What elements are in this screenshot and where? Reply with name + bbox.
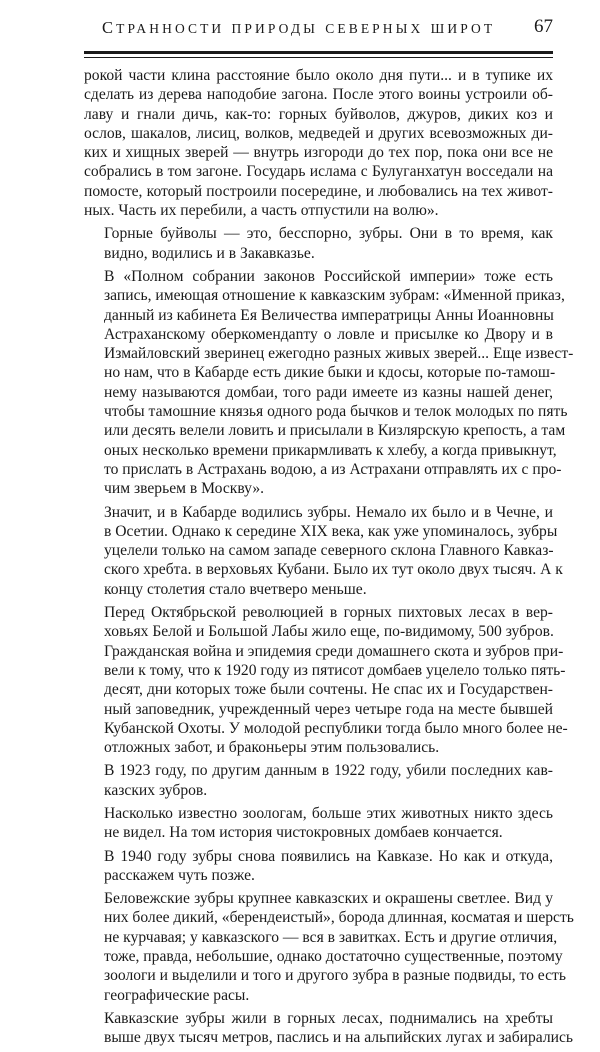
paragraph [84, 1009, 573, 1048]
text-line: уцелели только на самом западе северного склона Главного Кавказ- [104, 542, 554, 560]
text-line: сделать из дерева наподобие загона. После этого воины устроили об- [84, 86, 553, 104]
text-line: десят, дни которых тоже были сочтены. Не спас их и Государствен- [104, 681, 553, 699]
paragraph [84, 761, 553, 800]
text-line: не курчавая; у кавказского — вся в завитках. Есть и другие отличия, [104, 928, 558, 946]
running-title: СТРАННОСТИ ПРИРОДЫ СЕВЕРНЫХ ШИРОТ [102, 18, 496, 37]
text-line: чим зверьем в Москву». [104, 480, 265, 498]
text-line: Горные буйволы — это, бесспорно, зубры. Они в то время, как [104, 225, 553, 243]
text-line: отложных забот, и браконьеры этим пользовались. [104, 739, 440, 757]
text-line: собрались в том загоне. Государь ислама с Булуганхатун восседали на [84, 163, 553, 181]
running-head [84, 16, 553, 44]
paragraph [84, 224, 553, 263]
text-line: В «Полном собрании законов Российской империи» тоже есть [104, 267, 553, 285]
text-line: или десять велели ловить и присылали в Кизлярскую крепость, а там [104, 422, 566, 440]
text-line: не видел. На том история чистокровных домбаев кончается. [104, 824, 503, 842]
text-line: Измайловский зверинец ежегодно разных живых зверей... Еще извест- [104, 345, 574, 363]
text-line: Гражданская война и эпидемия среди домашнего скота и зубров при- [104, 642, 564, 660]
text-line: Насколько известно зоологам, больше этих животных никто здесь [104, 804, 553, 822]
header-rule-thin [84, 57, 553, 58]
text-line: концу столетия стало вчетверо меньше. [104, 580, 367, 598]
text-line: ный заповедник, учрежденный через четыре года на месте бывшей [104, 700, 553, 718]
paragraph [84, 804, 553, 843]
text-line: ких и хищных зверей — внутрь изгороди до тех пор, пока они все не [84, 144, 553, 162]
text-line: то прислать в Астрахань водою, а из Астрахани отправлять их с про- [104, 460, 562, 478]
paragraph [84, 603, 568, 757]
text-line: ных. Часть их перебили, а часть отпустили на волю». [84, 202, 439, 220]
text-line: тоже, правда, небольшие, однако достаточно существенные, поэтому [104, 948, 563, 966]
text-line: Перед Октябрьской революцией в горных пихтовых лесах в вер- [104, 604, 553, 622]
text-line: ского хребта. в верховьях Кубани. Было их тут около двух тысяч. А к [104, 561, 563, 579]
paragraph [84, 889, 574, 1005]
text-line: расскажем чуть позже. [104, 866, 255, 884]
paragraph [84, 66, 553, 220]
text-line: ослов, шакалов, лисиц, волков, медведей и других всевозможных ди- [84, 124, 553, 142]
text-line: лаву и гнали дичь, как-то: горных буйволов, джуров, диких коз и [84, 105, 553, 123]
text-line: ховьях Белой и Большой Лабы жило еще, по-видимому, 500 зубров. [104, 623, 554, 641]
page-number: 67 [534, 16, 553, 37]
text-line: запись, имеющая отношение к кавказским зубрам: «Именной приказ, [104, 287, 565, 305]
text-line: нему называются домбаи, того ради имеете из казны нашей денег, [104, 383, 553, 401]
header-rule-thick [84, 51, 553, 54]
text-line: вели к тому, что к 1920 году из пятисот домбаев уцелело только пять- [104, 661, 566, 679]
text-line: оных несколько времени прикармливать к хлебу, а когда привыкнут, [104, 441, 557, 459]
body-text [84, 66, 574, 1052]
text-line: Кавказские зубры жили в горных лесах, поднимались на хребты [104, 1009, 553, 1027]
text-line: выше двух тысяч метров, паслись и на альпийских лугах и забирались [104, 1029, 573, 1047]
text-line: в Осетии. Однако к середине XIX века, как уже упоминалось, зубры [104, 522, 558, 540]
text-line: них более дикий, «берендеистый», борода длинная, косматая и шерсть [104, 909, 574, 927]
text-line: Беловежские зубры крупнее кавказских и окрашены светлее. Вид у [104, 890, 553, 908]
paragraph [84, 503, 563, 599]
text-line: видно, водились и в Закавказье. [104, 244, 315, 262]
paragraph [84, 847, 553, 886]
paragraph [84, 267, 574, 499]
text-line: Кубанской Охоты. У молодой республики тогда было много более не- [104, 719, 568, 737]
text-line: Астраханскому оберкомендanту о ловле и присылке ко Двору и в [104, 325, 553, 343]
text-line: географические расы. [104, 986, 250, 1004]
text-line: данный из кабинета Ея Величества императрицы Анны Иоанновны [104, 306, 554, 324]
text-line: В 1923 году, по другим данным в 1922 году, убили последних кав- [104, 762, 553, 780]
text-line: В 1940 году зубры снова появились на Кавказе. Но как и откуда, [104, 847, 553, 865]
text-line: Значит, и в Кабарде водились зубры. Немало их было и в Чечне, и [104, 503, 553, 521]
text-line: рокой части клина расстояние было около дня пути... и в тупике их [84, 67, 553, 84]
text-line: казских зубров. [104, 781, 208, 799]
text-line: помосте, который построили посередине, и любовались на тех живот- [84, 182, 553, 200]
text-line: зоологи и выделили и того и другого зубра в разные подвиды, то есть [104, 967, 566, 985]
text-line: но нам, что в Кабарде есть дикие быки и кдосы, которые по-тамош- [104, 364, 556, 382]
text-line: чтобы тамошние князья одного рода бычков и телок молодых по пять [104, 403, 568, 421]
